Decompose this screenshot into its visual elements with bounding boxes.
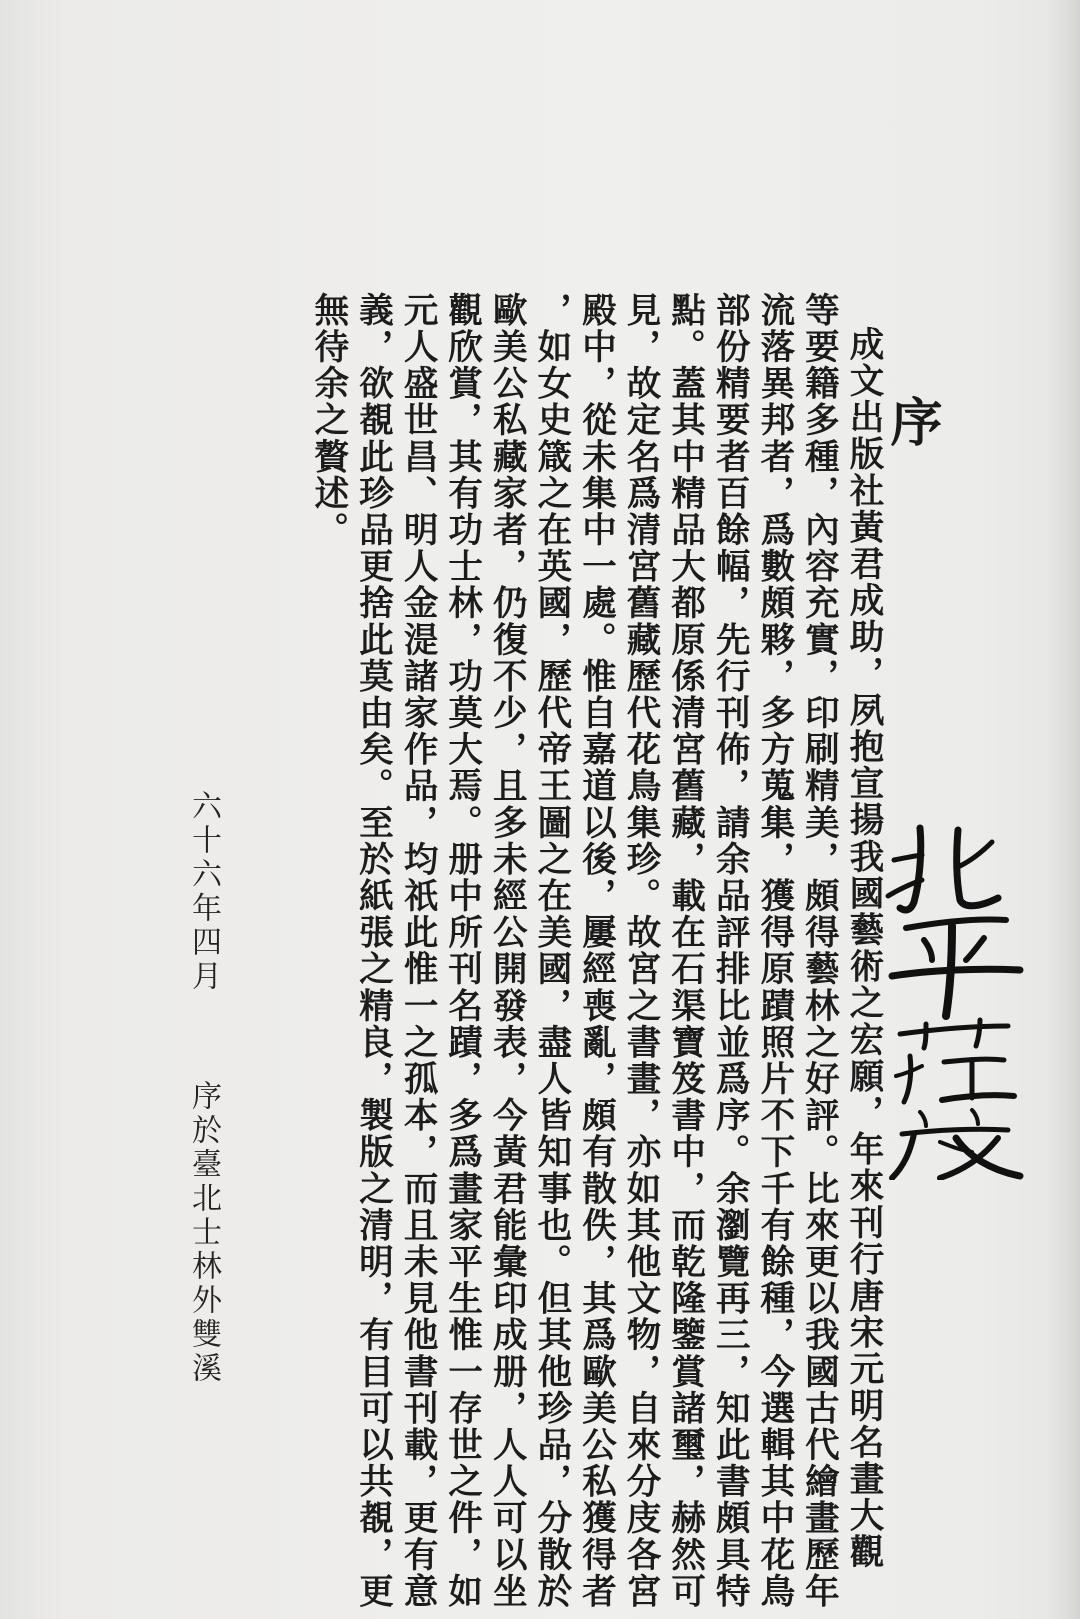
preface-line-5: 點。蓋其中精品大都原係清宮舊藏，載在石渠寶笈書中，而乾隆鑒賞諸璽，赫然可 <box>664 292 705 1610</box>
preface-line-9: 歐美公私藏家者，仍復不少，且多未經公開發表，今黃君能彙印成册，人人可以坐 <box>486 292 527 1610</box>
preface-line-7: 殿中，從未集中一處。惟自嘉道以後，屢經喪亂，頗有散佚，其爲歐美公私獲得者 <box>575 292 616 1610</box>
preface-line-2: 等要籍多種，內容充實，印刷精美，頗得藝林之好評。比來更以我國古代繪畫歷年 <box>798 292 839 1610</box>
preface-line-11: 元人盛世昌、明人金湜諸家作品，均祇此惟一之孤本，而且未見他書刊載，更有意 <box>397 292 438 1610</box>
preface-line-1: 成文出版社黃君成助，夙抱宣揚我國藝術之宏願，年來刊行唐宋元明名畫大觀 <box>843 326 883 1571</box>
preface-line-8: ，如女史箴之在英國，歷代帝王圖之在美國，盡人皆知事也。但其他珍品，分散於 <box>530 292 571 1610</box>
preface-line-13: 無待余之贅述。 <box>307 292 348 549</box>
preface-date: 六十六年四月 <box>186 790 221 994</box>
preface-line-3: 流落異邦者，爲數頗夥，多方蒐集，獲得原蹟照片不下千有餘種，今選輯其中花鳥 <box>753 292 794 1610</box>
preface-place: 序於臺北士林外雙溪 <box>186 1080 221 1386</box>
page-spine-shadow <box>1046 0 1080 1619</box>
author-signature <box>880 820 1030 1180</box>
preface-line-4: 部份精要者百餘幅，先行刊佈，請余品評排比並爲序。余瀏覽再三，知此書頗具特 <box>709 292 750 1610</box>
signature-brush-strokes <box>880 820 1030 1180</box>
preface-title: 序 <box>881 395 942 447</box>
preface-line-6: 見，故定名爲清宮舊藏歷代花鳥集珍。故宮之書畫，亦如其他文物，自來分庋各宮 <box>620 292 661 1610</box>
preface-body <box>305 292 885 1610</box>
preface-line-12: 義，欲覩此珍品更捨此莫由矣。至於紙張之精良，製版之清明，有目可以共覩，更 <box>352 292 393 1610</box>
preface-line-10: 觀欣賞，其有功士林，功莫大焉。册中所刊名蹟，多爲畫家平生惟一存世之件，如 <box>441 292 482 1610</box>
